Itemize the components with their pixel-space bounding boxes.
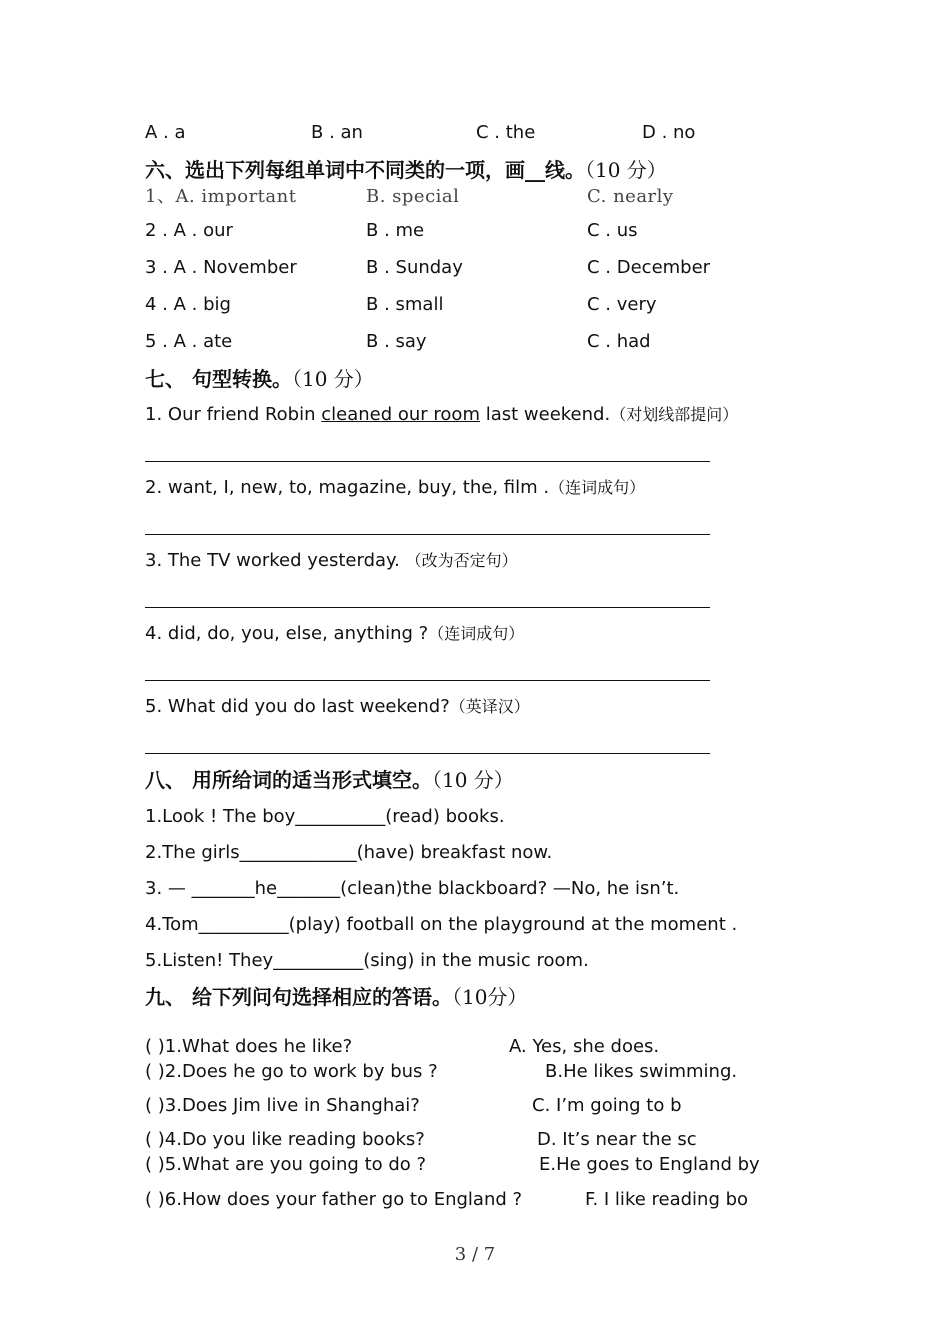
page-number: 3 / 7 — [454, 1244, 496, 1265]
s9-a2: B.He likes swimming. — [545, 1061, 738, 1082]
s9-q4: ( )4.Do you like reading books? — [145, 1129, 425, 1150]
s6-row4-a: 4 . A . big — [145, 294, 231, 315]
s9-a6: F. I like reading bo — [585, 1189, 749, 1210]
s6-row5-c: C . had — [587, 331, 651, 352]
s6-row4-c: C . very — [587, 294, 657, 315]
s7-item5 — [145, 696, 530, 718]
s6-row2-b: B . me — [366, 220, 425, 241]
s8-item3: 3. — _______he_______(clean)the blackboard? —No, he isn’t. — [145, 878, 680, 899]
s9-a1: A. Yes, she does. — [509, 1036, 660, 1057]
answer-line-4[interactable] — [145, 680, 710, 681]
s6-row5-a: 5 . A . ate — [145, 331, 233, 352]
option-d: D . no — [642, 122, 696, 143]
answer-line-2[interactable] — [145, 534, 710, 535]
section7-title: 七、 句型转换。 — [145, 367, 292, 391]
s8-item2: 2.The girls_____________(have) breakfast now. — [145, 842, 553, 863]
answer-line-1[interactable] — [145, 461, 710, 462]
s9-q2: ( )2.Does he go to work by bus ? — [145, 1061, 438, 1082]
section7-points: （10 分） — [291, 367, 374, 391]
s7-item1-post: last weekend. — [479, 404, 611, 425]
s9-q3: ( )3.Does Jim live in Shanghai? — [145, 1095, 420, 1116]
s7-item1 — [145, 404, 738, 426]
s6-row1-a: 1、A. important — [145, 186, 297, 207]
s8-item1: 1.Look ! The boy__________(read) books. — [145, 806, 505, 827]
s7-item3 — [145, 550, 518, 572]
s7-item1-pre: 1. Our friend Robin — [145, 404, 322, 425]
s7-item3-note: （改为否定句） — [405, 551, 518, 570]
s6-row1-b: B. special — [366, 186, 460, 207]
section9-title: 九、 给下列问句选择相应的答语。 — [145, 985, 452, 1009]
s6-row1-c: C. nearly — [587, 186, 674, 207]
option-b: B . an — [311, 122, 363, 143]
s6-row3-a: 3 . A . November — [145, 257, 297, 278]
s8-item5: 5.Listen! They__________(sing) in the music room. — [145, 950, 589, 971]
section6-points: （10 分） — [585, 158, 667, 182]
s7-item2-note: （连词成句） — [549, 478, 646, 497]
s9-q1: ( )1.What does he like? — [145, 1036, 353, 1057]
answer-line-3[interactable] — [145, 607, 710, 608]
section6-title: 六、选出下列每组单词中不同类的一项，画__线。 — [145, 158, 585, 182]
section8-heading — [145, 768, 514, 792]
section8-points: （10 分） — [431, 768, 514, 792]
s8-item4: 4.Tom__________(play) football on the playground at the moment . — [145, 914, 738, 935]
section8-title: 八、 用所给词的适当形式填空。 — [145, 768, 432, 792]
s6-row4-b: B . small — [366, 294, 444, 315]
s9-a3: C. I’m going to b — [532, 1095, 682, 1116]
s7-item2 — [145, 477, 645, 499]
s7-item1-note: （对划线部提问） — [610, 405, 739, 424]
option-a: A . a — [145, 122, 186, 143]
s6-row5-b: B . say — [366, 331, 427, 352]
s9-a5: E.He goes to England by — [539, 1154, 760, 1175]
s9-a4: D. It’s near the sc — [537, 1129, 697, 1150]
section7-heading — [145, 367, 374, 391]
option-c: C . the — [476, 122, 536, 143]
s9-q6: ( )6.How does your father go to England ? — [145, 1189, 523, 1210]
s6-row2-c: C . us — [587, 220, 638, 241]
s6-row3-b: B . Sunday — [366, 257, 463, 278]
s7-item4 — [145, 623, 524, 645]
s7-item4-note: （连词成句） — [428, 624, 525, 643]
s9-q5: ( )5.What are you going to do ? — [145, 1154, 427, 1175]
section9-heading — [145, 985, 527, 1009]
s7-item3-text: 3. The TV worked yesterday. — [145, 550, 406, 571]
s7-item2-text: 2. want, I, new, to, magazine, buy, the, film . — [145, 477, 550, 498]
answer-line-5[interactable] — [145, 753, 710, 754]
s7-item1-underlined: cleaned our room — [321, 404, 480, 425]
s7-item5-note: （英译汉） — [449, 697, 530, 716]
s7-item5-text: 5. What did you do last weekend? — [145, 696, 450, 717]
section9-points: （10分） — [451, 985, 528, 1009]
s6-row3-c: C . December — [587, 257, 711, 278]
s6-row2-a: 2 . A . our — [145, 220, 233, 241]
s7-item4-text: 4. did, do, you, else, anything ? — [145, 623, 429, 644]
section6-heading — [145, 158, 667, 182]
